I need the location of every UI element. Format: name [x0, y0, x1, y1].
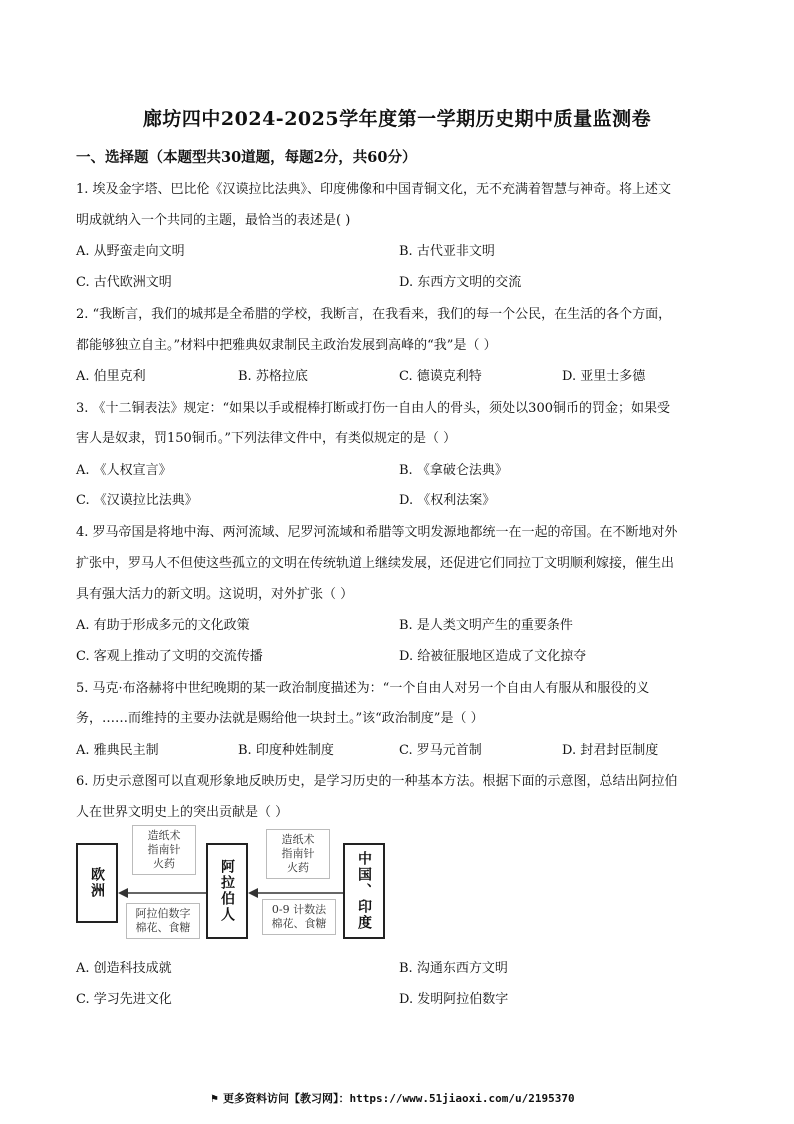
- q2-option-c: C. 德谟克利特: [399, 369, 482, 384]
- right-bottom-label: [262, 899, 336, 935]
- trade-flow-diagram: [76, 823, 396, 953]
- q5-option-a: A. 雅典民主制: [76, 743, 159, 758]
- section-heading: 一、选择题（本题型共30道题，每题2分，共60分）: [76, 149, 417, 166]
- arab-box: 阿拉伯人: [206, 843, 248, 939]
- q5-option-b: B. 印度种姓制度: [238, 743, 334, 758]
- left-bottom-item: 阿拉伯数字: [135, 907, 191, 920]
- q2-option-d: D. 亚里士多德: [562, 369, 646, 384]
- q2-stem-line2: 都能够独立自主。”材料中把雅典奴隶制民主政治发展到高峰的“我”是（ ）: [76, 338, 497, 353]
- right-top-item: 指南针: [281, 847, 315, 860]
- left-bottom-label: [126, 903, 200, 939]
- q4-stem-line2: 扩张中，罗马人不但使这些孤立的文明在传统轨道上继续发展，还促进它们同拉丁文明顺利嫁接，催生出: [76, 556, 675, 571]
- q5-option-d: D. 封君封臣制度: [562, 743, 659, 758]
- q4-option-b: B. 是人类文明产生的重要条件: [399, 618, 573, 633]
- q1-option-c: C. 古代欧洲文明: [76, 275, 172, 290]
- arrowhead-arab-icon: [248, 888, 258, 898]
- q6-option-a: A. 创造科技成就: [76, 961, 172, 976]
- q4-option-c: C. 客观上推动了文明的交流传播: [76, 649, 263, 664]
- q1-stem-line2: 明成就纳入一个共同的主题，最恰当的表述是( ): [76, 213, 351, 228]
- q1-option-d: D. 东西方文明的交流: [399, 275, 522, 290]
- left-top-item: 火药: [153, 857, 175, 870]
- q3-option-c: C. 《汉谟拉比法典》: [76, 493, 198, 508]
- q4-option-d: D. 给被征服地区造成了文化掠夺: [399, 649, 587, 664]
- exam-title: 廊坊四中2024-2025学年度第一学期历史期中质量监测卷: [142, 108, 652, 130]
- right-top-item: 造纸术: [281, 833, 315, 846]
- right-bottom-item: 0-9 计数法: [271, 903, 327, 916]
- q1-option-b: B. 古代亚非文明: [399, 244, 495, 259]
- q2-stem-line1: 2. “我断言，我们的城邦是全希腊的学校，我断言，在我看来，我们的每一个公民，在生活的各个方面，: [76, 307, 672, 322]
- europe-box: 欧洲: [76, 843, 118, 923]
- right-top-label: [266, 829, 330, 879]
- q6-stem-line2: 人在世界文明史上的突出贡献是（ ）: [76, 805, 289, 820]
- q4-option-a: A. 有助于形成多元的文化政策: [76, 618, 250, 633]
- q3-stem-line2: 害人是奴隶，罚150铜币。”下列法律文件中，有类似规定的是（ ）: [76, 431, 457, 446]
- q6-stem-line1: 6. 历史示意图可以直观形象地反映历史，是学习历史的一种基本方法。根据下面的示意图，总结出阿拉伯: [76, 774, 678, 789]
- right-bottom-item: 棉花、食糖: [271, 917, 327, 930]
- right-top-item: 火药: [287, 861, 309, 874]
- left-top-item: 指南针: [147, 843, 181, 856]
- q3-option-a: A. 《人权宣言》: [76, 463, 172, 478]
- left-top-label: [132, 825, 196, 875]
- footer-link[interactable]: [210, 1090, 575, 1106]
- q2-option-b: B. 苏格拉底: [238, 369, 308, 384]
- q3-option-d: D. 《权利法案》: [399, 493, 496, 508]
- q4-stem-line1: 4. 罗马帝国是将地中海、两河流域、尼罗河流域和希腊等文明发源地都统一在一起的帝国。在不断地对外: [76, 525, 678, 540]
- arrowhead-europe-icon: [118, 888, 128, 898]
- q6-option-b: B. 沟通东西方文明: [399, 961, 508, 976]
- q6-option-c: C. 学习先进文化: [76, 992, 172, 1007]
- q1-stem-line1: 1. 埃及金字塔、巴比伦《汉谟拉比法典》、印度佛像和中国青铜文化，无不充满着智慧与神奇。将上述文: [76, 182, 672, 197]
- flow-arrows: [76, 823, 396, 953]
- q1-option-a: A. 从野蛮走向文明: [76, 244, 185, 259]
- china-india-box: 中国、印度: [343, 843, 385, 939]
- q3-option-b: B. 《拿破仑法典》: [399, 463, 508, 478]
- q2-option-a: A. 伯里克利: [76, 369, 146, 384]
- q6-option-d: D. 发明阿拉伯数字: [399, 992, 509, 1007]
- left-bottom-item: 棉花、食糖: [135, 921, 191, 934]
- q3-stem-line1: 3. 《十二铜表法》规定：“如果以手或棍棒打断或打伤一自由人的骨头，须处以300铜币的罚金；如果受: [76, 401, 670, 416]
- flag-icon: ⚑: [210, 1094, 219, 1105]
- q4-stem-line3: 具有强大活力的新文明。这说明，对外扩张（ ）: [76, 587, 354, 602]
- left-top-item: 造纸术: [147, 829, 181, 842]
- footer-text: 更多资料访问【教习网】：https://www.51jiaoxi.com/u/2195370: [222, 1092, 575, 1105]
- q5-stem-line1: 5. 马克·布洛赫将中世纪晚期的某一政治制度描述为：“一个自由人对另一个自由人有服从和服役的义: [76, 681, 650, 696]
- q5-stem-line2: 务，……而维持的主要办法就是赐给他一块封土。”该“政治制度”是（ ）: [76, 711, 484, 726]
- q5-option-c: C. 罗马元首制: [399, 743, 482, 758]
